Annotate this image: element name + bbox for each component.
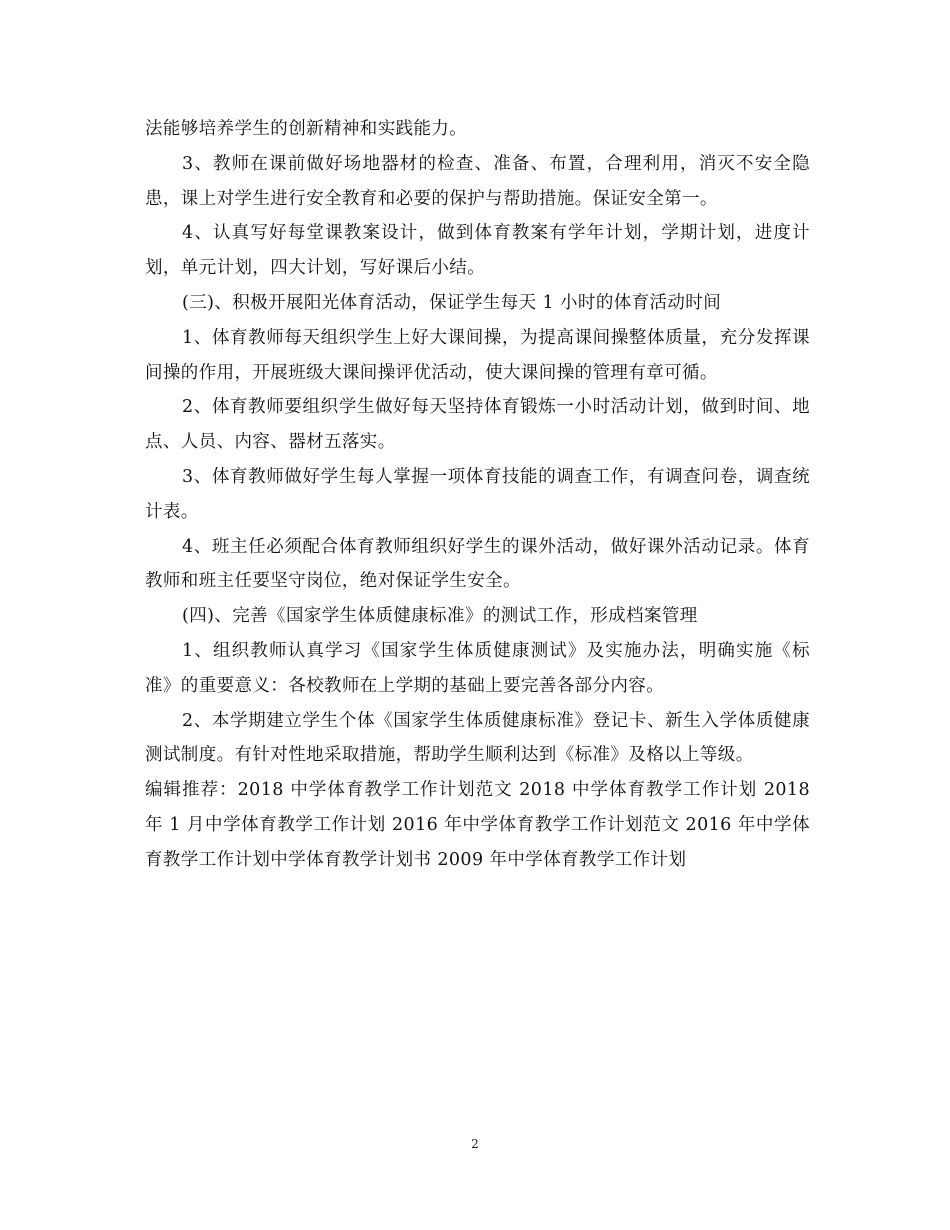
section-heading-3: (三)、积极开展阳光体育活动，保证学生每天 1 小时的体育活动时间	[182, 292, 722, 313]
paragraph-item-3-survey: 3、体育教师做好学生每人掌握一项体育技能的调查工作，有调查问卷，调查统计表。	[145, 466, 810, 522]
paragraph-item-2-registration: 2、本学期建立学生个体《国家学生体质健康标准》登记卡、新生入学体质健康测试制度。有针对性地采取措施，帮助学生顺利达到《标准》及格以上等级。	[145, 710, 810, 766]
section-heading-4: (四)、完善《国家学生体质健康标准》的测试工作，形成档案管理	[182, 606, 698, 627]
document-body	[145, 112, 810, 878]
paragraph-continuation: 法能够培养学生的创新精神和实践能力。	[145, 119, 468, 139]
paragraph-item-4-lesson-plans: 4、认真写好每堂课教案设计，做到体育教案有学年计划，学期计划，进度计划，单元计划，四大计划，写好课后小结。	[145, 223, 810, 279]
paragraph-item-4-homeroom: 4、班主任必须配合体育教师组织好学生的课外活动，做好课外活动记录。体育教师和班主任要坚守岗位，绝对保证学生安全。	[145, 536, 810, 592]
paragraph-item-2-daily-hour: 2、体育教师要组织学生做好每天坚持体育锻炼一小时活动计划，做到时间、地点、人员、内容、器材五落实。	[145, 397, 810, 453]
page-number: 2	[471, 1137, 479, 1151]
paragraph-item-1-exercises: 1、体育教师每天组织学生上好大课间操，为提高课间操整体质量，充分发挥课间操的作用，开展班级大课间操评优活动，使大课间操的管理有章可循。	[145, 327, 810, 383]
editor-recommendations: 编辑推荐：2018 中学体育教学工作计划范文 2018 中学体育教学工作计划 2018 年 1 月中学体育教学工作计划 2016 年中学体育教学工作计划范文 2016 年中学体育教学工作计划中学体育教学计划书 2009 年中学体育教学工作计划	[145, 780, 810, 870]
paragraph-item-3-safety: 3、教师在课前做好场地器材的检查、准备、布置，合理利用，消灭不安全隐患，课上对学生进行安全教育和必要的保护与帮助措施。保证安全第一。	[145, 153, 810, 209]
paragraph-item-1-study: 1、组织教师认真学习《国家学生体质健康测试》及实施办法，明确实施《标准》的重要意义：各校教师在上学期的基础上要完善各部分内容。	[145, 640, 810, 696]
